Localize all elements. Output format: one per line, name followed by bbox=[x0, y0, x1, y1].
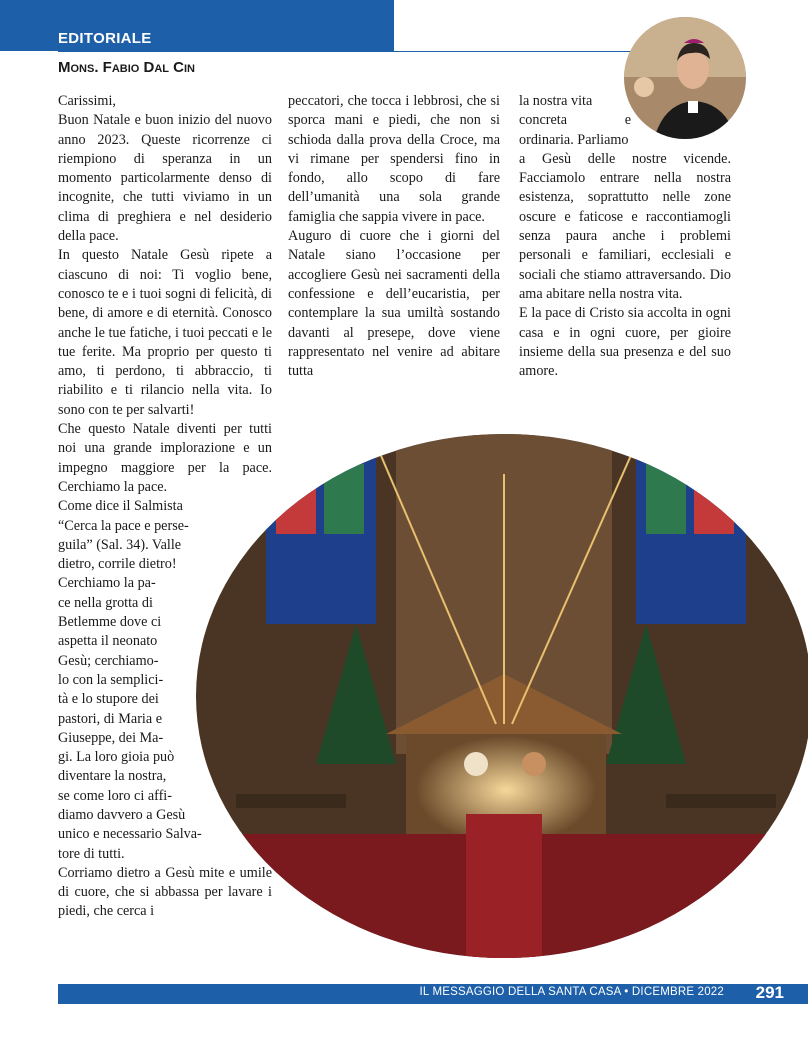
wrap-line: tà e lo stupore dei bbox=[58, 691, 159, 708]
page-number: 291 bbox=[755, 983, 784, 1002]
article-column-2 bbox=[288, 92, 500, 381]
paragraph: Corriamo dietro a Gesù mite e umile di cuore, che si abbassa per lavare i piedi, che cerca i bbox=[58, 864, 272, 920]
wrap-line: Betlemme dove ci bbox=[58, 614, 162, 631]
paragraph: peccatori, che tocca i lebbrosi, che si sporca mani e piedi, che non si schioda dalla prova della Croce, ma vi rimane per spendersi fino in fondo, allo scopo di fare dell’umanità una sola grande famiglia che sappia vivere in pace. bbox=[288, 93, 500, 225]
wrap-line: “Cerca la pace e perse- bbox=[58, 517, 189, 534]
wrap-line: tore di tutti. bbox=[58, 845, 125, 862]
paragraph: a Gesù delle nostre vicende. Facciamolo entrare nella nostra esistenza, soprattutto nelle zone oscure e faticose e raccontiamogli senza paura anche i problemi personali e familiari, ecclesiali e sociali che stiamo attraversando. Dio ama abitare nella nostra vita. bbox=[519, 150, 731, 302]
wrap-line: la nostra vita bbox=[519, 93, 593, 109]
wrap-line: lo con la semplici- bbox=[58, 671, 164, 688]
wrap-line: guila” (Sal. 34). Valle bbox=[58, 536, 182, 553]
section-label: EDITORIALE bbox=[58, 30, 152, 47]
nativity-illustration bbox=[196, 434, 808, 958]
wrap-line: dietro, corrile dietro! bbox=[58, 556, 177, 573]
wrap-line: Giuseppe, dei Ma- bbox=[58, 729, 164, 746]
paragraph: E la pace di Cristo sia accolta in ogni casa e in ogni cuore, per gioire insieme della sua presenza e del suo amore. bbox=[519, 305, 731, 380]
wrap-line: Come dice il Salmista bbox=[58, 498, 183, 515]
header-divider bbox=[58, 51, 678, 52]
wrap-line: ce nella grotta di bbox=[58, 594, 153, 611]
paragraph: Che questo Natale diventi per tutti noi una grande implorazione e un impegno maggiore per la pace. Cerchiamo la pace. bbox=[58, 421, 272, 495]
publication-info: IL MESSAGGIO DELLA SANTA CASA • DICEMBRE 2022 bbox=[419, 986, 724, 998]
wrap-line: se come loro ci affi- bbox=[58, 787, 172, 804]
wrap-line: diamo davvero a Gesù bbox=[58, 806, 186, 823]
wrap-line: Gesù; cerchiamo- bbox=[58, 652, 159, 669]
paragraph: Buon Natale e buon inizio del nuovo anno 2023. Queste ricorrenze ci riempiono di speranza in un momento particolarmente denso di incognite, che tutti viviamo in un clima di preghiera e nel desiderio della pace. bbox=[58, 112, 272, 245]
greeting: Carissimi, bbox=[58, 93, 116, 109]
wrap-line: pastori, di Maria e bbox=[58, 710, 163, 727]
wrap-line: diventare la nostra, bbox=[58, 768, 167, 785]
author-name: Mons. Fabio Dal Cin bbox=[58, 59, 195, 76]
wrap-line: gi. La loro gioia può bbox=[58, 749, 175, 766]
wrap-line: aspetta il neonato bbox=[58, 633, 158, 650]
nativity-scene-photo bbox=[196, 434, 808, 958]
article-column-3 bbox=[519, 92, 731, 381]
paragraph: In questo Natale Gesù ripete a ciascuno di noi: Ti voglio bene, conosco te e i tuoi sogni di felicità, di bene, di amore e di eternità. Conosco anche le tue fatiche, i tuoi peccati e le tue ferite. Ma proprio per questo ti amo, ti perdono, ti abbraccio, ti riabilito e ti rilancio nella vita. Io sono con te per salvarti! bbox=[58, 247, 272, 418]
wrap-line: Cerchiamo la pa- bbox=[58, 575, 156, 592]
wrap-line: unico e necessario Salva- bbox=[58, 826, 202, 843]
paragraph: Auguro di cuore che i giorni del Natale siano l’occasione per accogliere Gesù nei sacramenti della confessione e dell’eucaristia, per contemplare la sua umiltà sostando davanti al presepe, dove viene rappresentato nel venire ad abitare tutta bbox=[288, 228, 500, 380]
wrap-line: concreta e ordinaria. Parliamo bbox=[519, 112, 631, 148]
